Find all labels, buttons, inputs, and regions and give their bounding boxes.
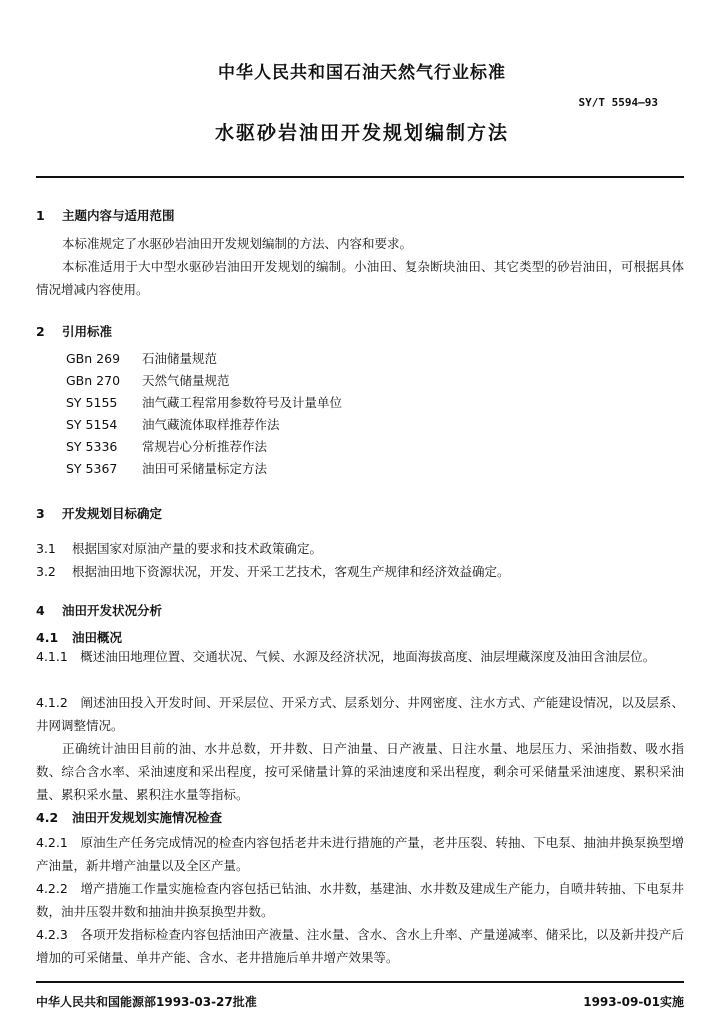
ref-title: 常规岩心分析推荐作法 [142,439,268,454]
ref-title: 油气藏工程常用参数符号及计量单位 [142,395,343,410]
referenced-standards-list [66,348,342,480]
effective-date: 1993-09-01实施 [583,995,684,1009]
clause-4-1-1: 4.1.1 概述油田地理位置、交通状况、气候、水源及经济状况，地面海拔高度、油层埋藏深度及油田含油层位。 [36,649,656,664]
list-item [66,392,342,414]
section-title: 开发规划目标确定 [62,506,163,521]
document-title: 水驱砂岩油田开发规划编制方法 [214,122,509,144]
list-item [66,348,342,370]
clause-text: 根据油田地下资源状况，开发、开采工艺技术，客观生产规律和经济效益确定。 [72,564,510,579]
subsection-number: 4.2 [36,810,59,825]
section-1-paragraph-2: 本标准适用于大中型水驱砂岩油田开发规划的编制。小油田、复杂断块油田、其它类型的砂岩油田，可根据具体情况增减内容使用。 [36,259,684,297]
section-2-heading [36,322,112,340]
ref-title: 油田可采储量标定方法 [142,461,268,476]
subsection-title: 油田开发规划实施情况检查 [72,810,223,825]
clause-4-1-2-continuation: 正确统计油田目前的油、水井总数，开井数、日产油量、日产液量、日注水量、地层压力、采油指数、吸水指数、综合含水率、采油速度和采出程度，按可采储量计算的采油速度和采出程度，剩余可采储量采油速度、累积采油量、累积采水量、累积注水量等指标。 [36,741,684,802]
ref-title: 石油储量规范 [142,351,218,366]
standard-code: SY/T 5594—93 [578,96,658,109]
section-number: 4 [36,603,45,618]
section-3-heading [36,504,162,522]
clause-number: 3.2 [36,564,56,579]
header-divider [36,176,684,178]
list-item [66,370,342,392]
clause-4-2-3: 4.2.3 各项开发指标检查内容包括油田产液量、注水量、含水、含水上升率、产量递减率、储采比，以及新井投产后增加的可采储量、单井产能、含水、老井措施后单井增产效果等。 [36,927,684,965]
clause-text: 根据国家对原油产量的要求和技术政策确定。 [72,541,323,556]
list-item [66,436,342,458]
section-4-heading [36,601,162,619]
ref-code: GBn 269 [66,351,121,366]
clause-4-2-2: 4.2.2 增产措施工作量实施检查内容包括已钻油、水井数，基建油、水井数及建成生产能力，自喷井转抽、下电泵井数，油井压裂井数和抽油井换泵换型井数。 [36,881,684,919]
clause-number: 3.1 [36,541,56,556]
clause-4-2-1: 4.2.1 原油生产任务完成情况的检查内容包括老井未进行措施的产量，老井压裂、转抽、下电泵、抽油井换泵换型增产油量，新井增产油量以及全区产量。 [36,835,684,873]
clause-3-2 [36,560,684,583]
list-item [66,414,342,436]
section-number: 3 [36,506,45,521]
ref-code: SY 5336 [66,439,118,454]
ref-title: 油气藏流体取样推荐作法 [142,417,280,432]
ref-code: SY 5367 [66,461,118,476]
clause-4-1-2: 4.1.2 阐述油田投入开发时间、开采层位、开采方式、层系划分、井网密度、注水方式、产能建设情况，以及层系、井网调整情况。 [36,695,684,733]
ref-code: SY 5155 [66,395,118,410]
section-1-heading [36,206,175,224]
section-number: 2 [36,324,45,339]
ref-code: GBn 270 [66,373,121,388]
issuer-title: 中华人民共和国石油天然气行业标准 [218,63,506,83]
section-1-paragraph-1: 本标准规定了水驱砂岩油田开发规划编制的方法、内容和要求。 [62,236,413,251]
section-title: 油田开发状况分析 [62,603,163,618]
clause-3-1 [36,537,684,560]
subsection-number: 4.1 [36,630,59,645]
list-item [66,458,342,480]
footer-divider [36,981,684,983]
subsection-4-2-heading [36,808,222,826]
subsection-title: 油田概况 [72,630,123,645]
section-title: 引用标准 [62,324,113,339]
ref-title: 天然气储量规范 [142,373,230,388]
section-number: 1 [36,208,45,223]
section-title: 主题内容与适用范围 [62,208,175,223]
approval-note: 中华人民共和国能源部1993-03-27批准 [36,995,257,1009]
subsection-4-1-heading [36,628,122,646]
ref-code: SY 5154 [66,417,118,432]
